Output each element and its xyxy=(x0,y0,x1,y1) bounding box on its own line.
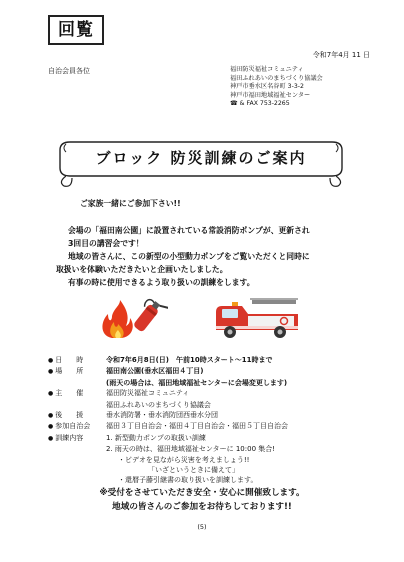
intro-line: 3回目の講習会です！ xyxy=(68,239,144,248)
content-line: 「いざというときに備えて」 xyxy=(148,466,239,475)
fire-truck-icon xyxy=(212,294,304,340)
detail-label: ● 場 所 xyxy=(48,366,106,377)
place-value: 福田南公園(垂水区福田４丁目) xyxy=(106,367,204,376)
intro-line: 地域の皆さんに、この新型の小型動力ポンプをご覧いただくと同時に xyxy=(68,252,310,261)
datetime-value: 令和7年6月8日(日) 午前10時スタート〜11時まで xyxy=(106,356,273,364)
detail-label: ● 後 援 xyxy=(48,410,106,421)
sender-line: 神戸市垂水区名谷町 3-3-2 xyxy=(230,83,304,91)
sender-line: ☎ & FAX 753-2265 xyxy=(230,100,290,108)
lead-text: ご家族一緒にご参加下さい!! xyxy=(80,199,181,208)
sender-line: 福田ふれあいのまちづくり協議会 xyxy=(230,74,323,82)
event-details xyxy=(48,355,288,486)
intro-paragraph xyxy=(56,224,310,289)
sender-line: 福田防災福祉コミュニティ xyxy=(230,66,304,73)
recipient: 自治会員各位 xyxy=(48,67,90,75)
banner-title: ブロック 防災訓練のご案内 xyxy=(95,149,307,167)
content-line: 2. 雨天の時は、福田地域福祉センターに 10:00 集合! xyxy=(106,445,276,454)
detail-label: ● 主 催 xyxy=(48,388,106,399)
organizer-value: 福田ふれあいのまちづくり協議会 xyxy=(106,400,211,409)
issue-date: 令和7年4月 11 日 xyxy=(312,51,370,59)
sender-block xyxy=(230,66,323,109)
content-line: ・還暦子藤引継書の取り扱いを訓練します。 xyxy=(118,476,258,485)
intro-line: 会場の「福田南公園」に設置されている常設消防ポンプが、更新され xyxy=(68,226,310,235)
page-number: (5) xyxy=(197,523,207,531)
closing-message xyxy=(0,486,404,514)
detail-label: ● 日 時 xyxy=(48,355,106,366)
detail-label: ● 訓練内容 xyxy=(48,433,106,444)
closing-line: 地域の皆さんのご参加をお待ちしております!! xyxy=(112,502,292,512)
organizer-value: 福田防災福祉コミュニティ xyxy=(106,389,190,398)
content-line: 1. 新型動力ポンプの取扱い訓練 xyxy=(106,433,206,442)
assoc-value: 福田３丁目自治会・福田４丁目自治会・福田５丁目自治会 xyxy=(106,422,288,431)
closing-line: ※受付をさせていただき安全・安心に開催致します。 xyxy=(99,488,305,498)
intro-line: 取扱いを体験いただきたいと企画いたしました。 xyxy=(56,265,228,274)
content-line: ・ビデオを見ながら災害を考えましょう!! xyxy=(118,455,250,464)
sender-line: 神戸市福田地域福祉センター xyxy=(230,91,311,99)
intro-line: 有事の時に使用できるよう取り扱いの訓練をします。 xyxy=(68,278,255,287)
fire-extinguisher-icon xyxy=(96,292,168,342)
kairan-stamp: 回覧 xyxy=(48,15,104,45)
detail-label: ● 参加自治会 xyxy=(48,421,106,432)
place-note: (雨天の場合は、福田地域福祉センターに会場変更します) xyxy=(106,378,288,387)
support-value: 垂水消防署・垂水消防団西垂水分団 xyxy=(106,411,218,420)
